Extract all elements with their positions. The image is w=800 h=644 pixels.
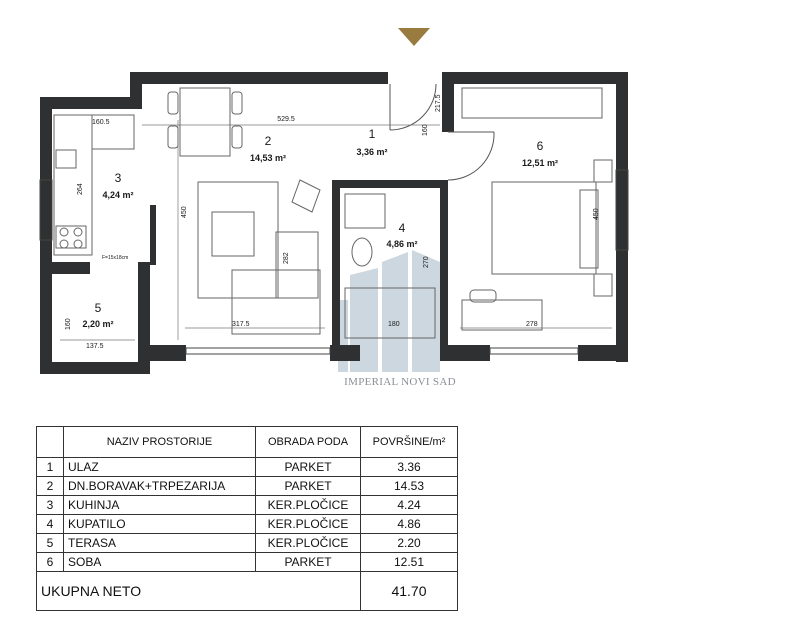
- room-6-number: 6: [536, 139, 544, 153]
- row-area: 3.36: [361, 458, 458, 477]
- table-row: [37, 477, 458, 496]
- dim-278: 278: [526, 321, 538, 328]
- dim-450-right: 450: [593, 208, 600, 220]
- row-num: 4: [37, 515, 64, 534]
- room-5-area: 2,20 m²: [82, 319, 114, 329]
- room-2-number: 2: [264, 134, 272, 148]
- area-table: [36, 426, 458, 611]
- entrance-door: [390, 84, 436, 130]
- dim-450-left: 450: [181, 206, 188, 218]
- row-area: 4.24: [361, 496, 458, 515]
- total-value: 41.70: [361, 572, 458, 611]
- dim-217-5: 217.5: [435, 94, 442, 112]
- table-row: [37, 496, 458, 515]
- table-row: [37, 553, 458, 572]
- table-total-row: [37, 572, 458, 611]
- row-area: 12.51: [361, 553, 458, 572]
- room-1-area: 3,36 m²: [356, 147, 388, 157]
- row-floor: KER.PLOČICE: [256, 534, 361, 553]
- dim-529-5: 529.5: [277, 116, 295, 123]
- header-num: [37, 427, 64, 458]
- room-1-number: 1: [368, 127, 376, 141]
- room-5-number: 5: [94, 301, 102, 315]
- row-num: 2: [37, 477, 64, 496]
- row-floor: PARKET: [256, 553, 361, 572]
- row-area: 4.86: [361, 515, 458, 534]
- room-3-number: 3: [114, 171, 122, 185]
- dim-180: 180: [388, 321, 400, 328]
- row-num: 6: [37, 553, 64, 572]
- walls: [40, 72, 628, 374]
- header-name: NAZIV PROSTORIJE: [64, 427, 256, 458]
- row-num: 5: [37, 534, 64, 553]
- dim-160-terrace: 160: [65, 318, 72, 330]
- table-header: [37, 427, 458, 458]
- table-row: [37, 458, 458, 477]
- row-name: SOBA: [64, 553, 256, 572]
- room-4-area: 4,86 m²: [386, 239, 418, 249]
- table-row: [37, 534, 458, 553]
- row-name: KUHINJA: [64, 496, 256, 515]
- dim-317-5: 317.5: [232, 321, 250, 328]
- row-num: 1: [37, 458, 64, 477]
- dim-137-5: 137.5: [86, 343, 104, 350]
- row-floor: PARKET: [256, 458, 361, 477]
- row-name: ULAZ: [64, 458, 256, 477]
- row-floor: PARKET: [256, 477, 361, 496]
- dim-264: 264: [77, 183, 84, 195]
- dim-282: 282: [283, 252, 290, 264]
- row-name: KUPATILO: [64, 515, 256, 534]
- room-2-area: 14,53 m²: [249, 153, 287, 163]
- room-6-area: 12,51 m²: [521, 158, 559, 168]
- dim-160-door: 160: [422, 124, 429, 136]
- header-floor: OBRADA PODA: [256, 427, 361, 458]
- row-floor: KER.PLOČICE: [256, 515, 361, 534]
- row-area: 2.20: [361, 534, 458, 553]
- bedroom-door: [448, 132, 494, 180]
- header-area: POVRŠINE/m²: [361, 427, 458, 458]
- row-name: TERASA: [64, 534, 256, 553]
- row-area: 14.53: [361, 477, 458, 496]
- watermark-text: IMPERIAL NOVI SAD: [344, 376, 456, 388]
- row-floor: KER.PLOČICE: [256, 496, 361, 515]
- total-label: UKUPNA NETO: [37, 572, 361, 611]
- dim-160-5: 160.5: [92, 119, 110, 126]
- dim-270: 270: [423, 256, 430, 268]
- row-name: DN.BORAVAK+TRPEZARIJA: [64, 477, 256, 496]
- table-row: [37, 515, 458, 534]
- room-4-number: 4: [398, 221, 406, 235]
- north-arrow-icon: [398, 28, 430, 46]
- room-3-area: 4,24 m²: [102, 190, 134, 200]
- row-num: 3: [37, 496, 64, 515]
- dim-15x18cm: F=15x18cm: [102, 255, 129, 261]
